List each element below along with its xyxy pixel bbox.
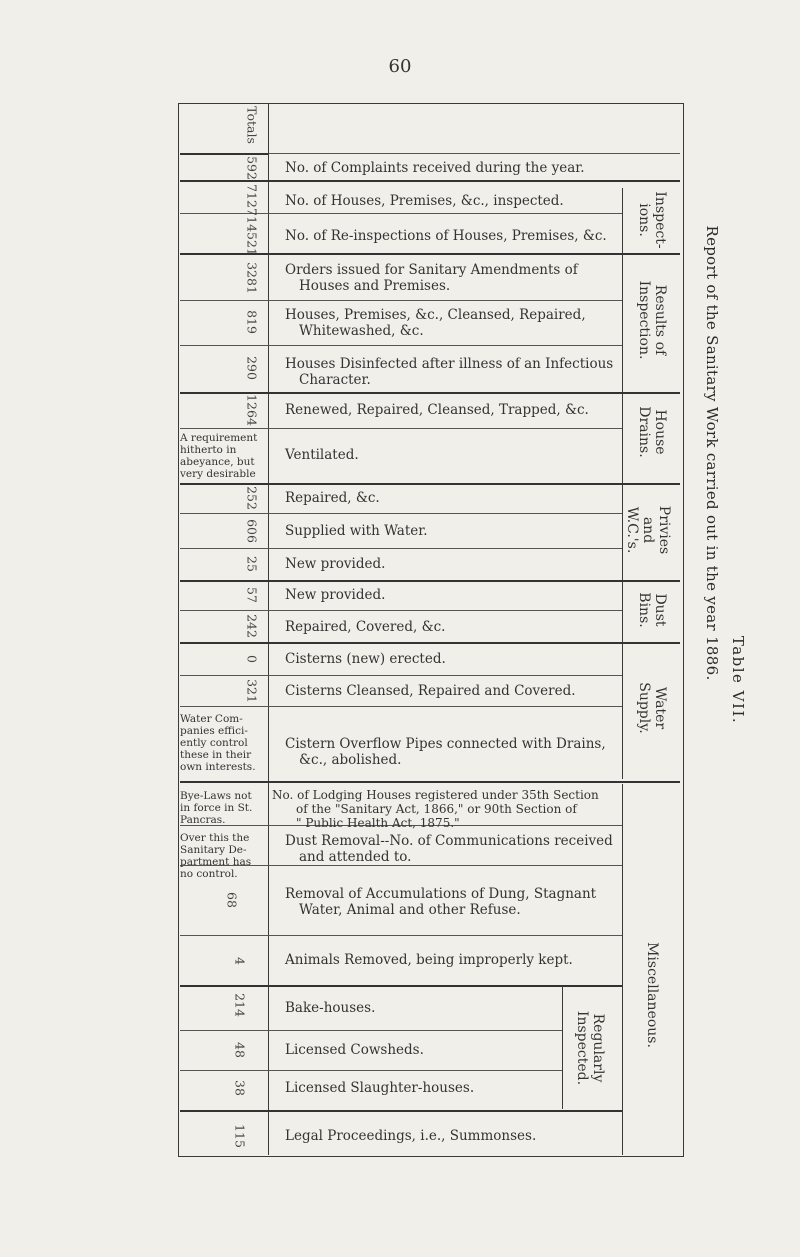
- row-total: 819: [244, 310, 260, 334]
- row-total: 592: [244, 156, 260, 180]
- row-total: 252: [244, 486, 260, 510]
- row-label: Dust Removal--No. of Communications received and attended to.: [285, 833, 613, 865]
- row-total: 242: [244, 614, 260, 638]
- row-label: Animals Removed, being improperly kept.: [285, 952, 573, 968]
- row-label: Repaired, &c.: [285, 490, 380, 506]
- row-note: Over this the Sanitary De- partment has no control.: [180, 832, 252, 880]
- row-label: Supplied with Water.: [285, 523, 428, 539]
- group-house-drains: House Drains.: [636, 406, 668, 458]
- report-title: Report of the Sanitary Work carried out in the year 1886.: [703, 225, 721, 681]
- row-label: No. of Houses, Premises, &c., inspected.: [285, 193, 564, 209]
- row-label: Removal of Accumulations of Dung, Stagnant Water, Animal and other Refuse.: [285, 886, 597, 918]
- row-total: 321: [244, 679, 260, 703]
- row-total: 68: [224, 892, 240, 908]
- row-label: Legal Proceedings, i.e., Summonses.: [285, 1128, 537, 1144]
- row-total: 48: [232, 1042, 248, 1058]
- row-label: Cisterns Cleansed, Repaired and Covered.: [285, 683, 576, 699]
- page-number: 60: [388, 56, 412, 77]
- row-label: Cisterns (new) erected.: [285, 651, 446, 667]
- row-label: Repaired, Covered, &c.: [285, 619, 446, 635]
- row-label: Cistern Overflow Pipes connected with Drains, &c., abolished.: [285, 736, 606, 768]
- row-total: 14521: [244, 216, 260, 256]
- row-label: No. of Lodging Houses registered under 35th Section of the "Sanitary Act, 1866," or 90th Section of " Public Health Act, 1875.": [272, 788, 599, 830]
- group-miscellaneous: Miscellaneous.: [644, 942, 660, 1048]
- row-total: 57: [244, 587, 260, 603]
- row-note: A requirement hitherto in abeyance, but very desirable: [180, 432, 258, 480]
- row-label: No. of Re-inspections of Houses, Premises, &c.: [285, 228, 607, 244]
- group-inspections: Inspect- ions.: [636, 191, 668, 249]
- row-total: 25: [244, 556, 260, 572]
- row-total: 0: [244, 655, 260, 663]
- group-dust-bins: Dust Bins.: [636, 592, 668, 628]
- row-label: New provided.: [285, 587, 386, 603]
- row-label: Orders issued for Sanitary Amendments of Houses and Premises.: [285, 262, 578, 294]
- row-total: 1264: [244, 394, 260, 426]
- totals-header: Totals: [244, 106, 260, 144]
- row-label: Licensed Cowsheds.: [285, 1042, 424, 1058]
- row-total: 115: [232, 1124, 248, 1148]
- row-label: Licensed Slaughter-houses.: [285, 1080, 475, 1096]
- row-total: 7127: [244, 184, 260, 216]
- row-total: 4: [232, 957, 248, 965]
- row-label: Renewed, Repaired, Cleansed, Trapped, &c.: [285, 402, 589, 418]
- row-total: 290: [244, 356, 260, 380]
- group-regularly-inspected: Regularly Inspected.: [574, 1010, 606, 1086]
- table-title: Table VII.: [729, 635, 747, 725]
- row-note: Water Com- panies effici- ently control these in their own interests.: [180, 713, 256, 773]
- row-label: Bake-houses.: [285, 1000, 376, 1016]
- row-label: Houses Disinfected after illness of an Infectious Character.: [285, 356, 614, 388]
- row-label: Ventilated.: [285, 447, 359, 463]
- group-results: Results of Inspection.: [636, 280, 668, 360]
- row-total: 3281: [244, 262, 260, 294]
- row-total: 606: [244, 519, 260, 543]
- row-note: Bye-Laws not in force in St. Pancras.: [180, 790, 253, 826]
- row-label: Houses, Premises, &c., Cleansed, Repaired, Whitewashed, &c.: [285, 307, 586, 339]
- row-label: No. of Complaints received during the year.: [285, 160, 585, 176]
- row-total: 38: [232, 1080, 248, 1096]
- group-privies: Privies and W.C.'s.: [624, 505, 672, 555]
- group-water-supply: Water Supply.: [636, 682, 668, 734]
- row-total: 214: [232, 993, 248, 1017]
- row-label: New provided.: [285, 556, 386, 572]
